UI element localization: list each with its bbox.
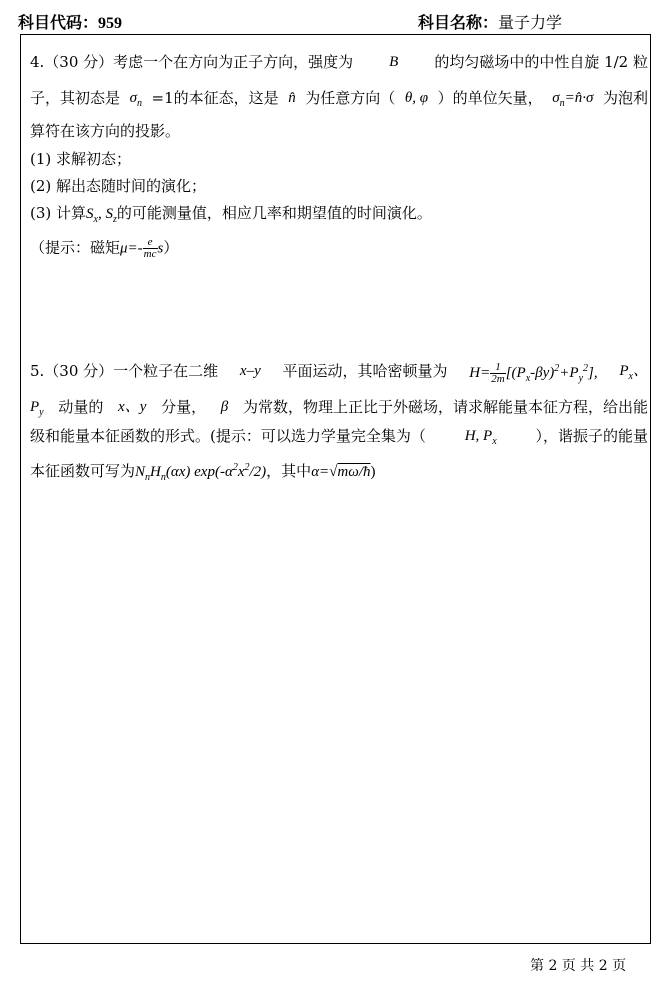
q4-part-1: (1) 求解初态； <box>30 150 132 168</box>
q5-line-1: 5.（30 分）一个粒子在二维 x–y 平面运动，其哈密顿量为 H= $\frac{1}{2m}$ $[(P_x-\beta y)^2+P_y^2]$, $P_x$、 <box>30 361 648 385</box>
q4-part-2: (2) 解出态随时间的演化； <box>30 177 207 195</box>
q4-line-2: 子，其初态是 $\sigma_n$ =1的本征态，这是 n̂ 为任意方向（ θ, φ ）的单位矢量， $\sigma_n=n̂\cdot\sigma$ 为泡利 <box>30 89 648 109</box>
subject-code-label: 科目代码： <box>18 13 99 32</box>
subject-name <box>418 10 562 33</box>
answer-frame <box>20 34 651 944</box>
subject-name-label: 科目名称： <box>418 13 499 32</box>
q4-part-3: (3) 计算$S_x$, $S_z$的可能测量值，相应几率和期望值的时间演化。 <box>30 204 432 225</box>
q4-line-3: 算符在该方向的投影。 <box>30 122 181 140</box>
q4-hint: （提示：磁矩μ=- $\frac{e}{mc}$ s） <box>30 236 179 260</box>
page-number: 第 2 页 共 2 页 <box>530 958 627 974</box>
subject-code-value: 959 <box>98 15 123 32</box>
q5-line-2: $P_y$ 动量的 x、y 分量， β 为常数，物理上正比于外磁场，请求解能量本征方程，给出能 <box>30 398 648 418</box>
q5-line-4: 本征函数可写为$N_nH_n(\alpha x)$ $\exp(-\alpha^2x^2/2)$，其中α=√mω/ħ) <box>30 462 376 483</box>
subject-code <box>18 10 122 33</box>
subject-name-value: 量子力学 <box>498 13 563 32</box>
q5-line-3: 级和能量本征函数的形式。(提示：可以选力学量完全集为（ H, $P_x$ ），谐振子的能量 <box>30 427 648 447</box>
q4-line-1: 4.（30 分）考虑一个在方向为正子方向，强度为 B 的均匀磁场中的中性自旋 1/2 粒 <box>30 53 648 71</box>
